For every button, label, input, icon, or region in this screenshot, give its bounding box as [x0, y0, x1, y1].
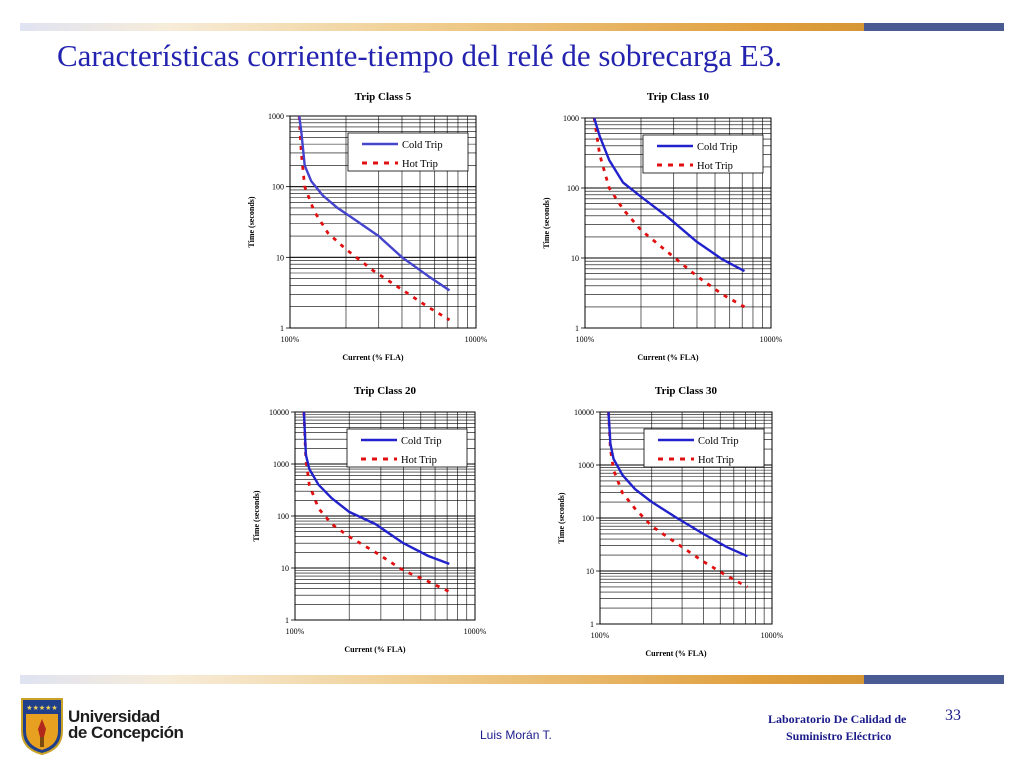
x-tick-label: 1000%	[464, 335, 488, 344]
author-name: Luis Morán T.	[480, 728, 552, 742]
chart-legend	[643, 135, 763, 173]
y-tick-label: 10	[281, 564, 289, 573]
logo-text-line2: de Concepción	[68, 723, 184, 742]
top-decorative-bar	[20, 23, 1004, 31]
y-tick-label: 100	[277, 512, 289, 521]
y-tick-label: 10	[276, 253, 284, 263]
slide-title: Características corriente-tiempo del relé de sobrecarga E3.	[57, 38, 782, 73]
y-tick-label: 1	[280, 324, 284, 333]
y-tick-label: 100	[567, 184, 579, 193]
x-tick-label: 1000%	[759, 335, 783, 344]
svg-text:★★★★★: ★★★★★	[26, 704, 58, 712]
chart-title: Trip Class 10	[646, 91, 710, 103]
chart-svg	[535, 380, 795, 680]
y-tick-label: 100	[272, 182, 284, 192]
chart-title: Trip Class 20	[353, 385, 417, 397]
legend-label: Cold Trip	[697, 142, 738, 153]
bottom-decorative-bar	[20, 675, 1004, 684]
university-logo	[20, 697, 184, 757]
chart-legend	[348, 133, 468, 171]
y-tick-label: 1000	[273, 460, 289, 469]
y-tick-label: 10000	[269, 408, 289, 417]
y-tick-label: 1	[285, 616, 289, 625]
logo-text-line1: Universidad	[68, 707, 160, 726]
legend-label: Hot Trip	[401, 455, 437, 466]
x-tick-label: 100%	[280, 335, 300, 344]
y-axis-label: Time (seconds)	[542, 197, 551, 249]
legend-label: Hot Trip	[698, 455, 734, 466]
legend-label: Cold Trip	[401, 436, 442, 447]
y-tick-label: 1000	[563, 114, 579, 123]
lab-name-line1: Laboratorio De Calidad de	[768, 712, 907, 726]
y-tick-label: 10	[571, 254, 579, 263]
y-axis-label: Time (seconds)	[252, 490, 261, 542]
chart-title: Trip Class 5	[354, 91, 412, 103]
y-tick-label: 1000	[578, 461, 594, 470]
legend-label: Cold Trip	[698, 436, 739, 447]
university-shield-icon	[20, 697, 64, 755]
y-tick-label: 10	[586, 567, 594, 576]
x-axis-label: Current (% FLA)	[344, 645, 406, 654]
y-axis-label: Time (seconds)	[247, 196, 256, 248]
y-tick-label: 1000	[268, 112, 284, 121]
x-axis-label: Current (% FLA)	[645, 649, 707, 658]
x-axis-label: Current (% FLA)	[637, 353, 699, 362]
chart-svg	[535, 86, 795, 376]
legend-label: Hot Trip	[402, 159, 438, 170]
chart-title: Trip Class 30	[654, 385, 718, 397]
y-tick-label: 1	[575, 324, 579, 333]
chart-trip-class-20	[240, 380, 500, 680]
x-tick-label: 100%	[285, 627, 305, 636]
y-axis-label: Time (seconds)	[557, 492, 566, 544]
chart-legend	[644, 429, 764, 467]
chart-svg	[240, 86, 500, 376]
chart-trip-class-30	[535, 380, 795, 680]
x-tick-label: 100%	[575, 335, 595, 344]
legend-label: Hot Trip	[697, 161, 733, 172]
page-number: 33	[945, 707, 961, 724]
chart-legend	[347, 429, 467, 467]
x-axis-label: Current (% FLA)	[342, 353, 404, 362]
chart-trip-class-5	[240, 86, 500, 376]
y-tick-label: 100	[582, 514, 594, 523]
legend-label: Cold Trip	[402, 140, 443, 151]
y-tick-label: 1	[590, 620, 594, 629]
x-tick-label: 1000%	[463, 627, 487, 636]
y-tick-label: 10000	[574, 408, 594, 417]
chart-svg	[240, 380, 500, 680]
lab-name-line2: Suministro Eléctrico	[786, 729, 892, 743]
chart-trip-class-10	[535, 86, 795, 376]
x-tick-label: 1000%	[760, 631, 784, 640]
x-tick-label: 100%	[590, 631, 610, 640]
